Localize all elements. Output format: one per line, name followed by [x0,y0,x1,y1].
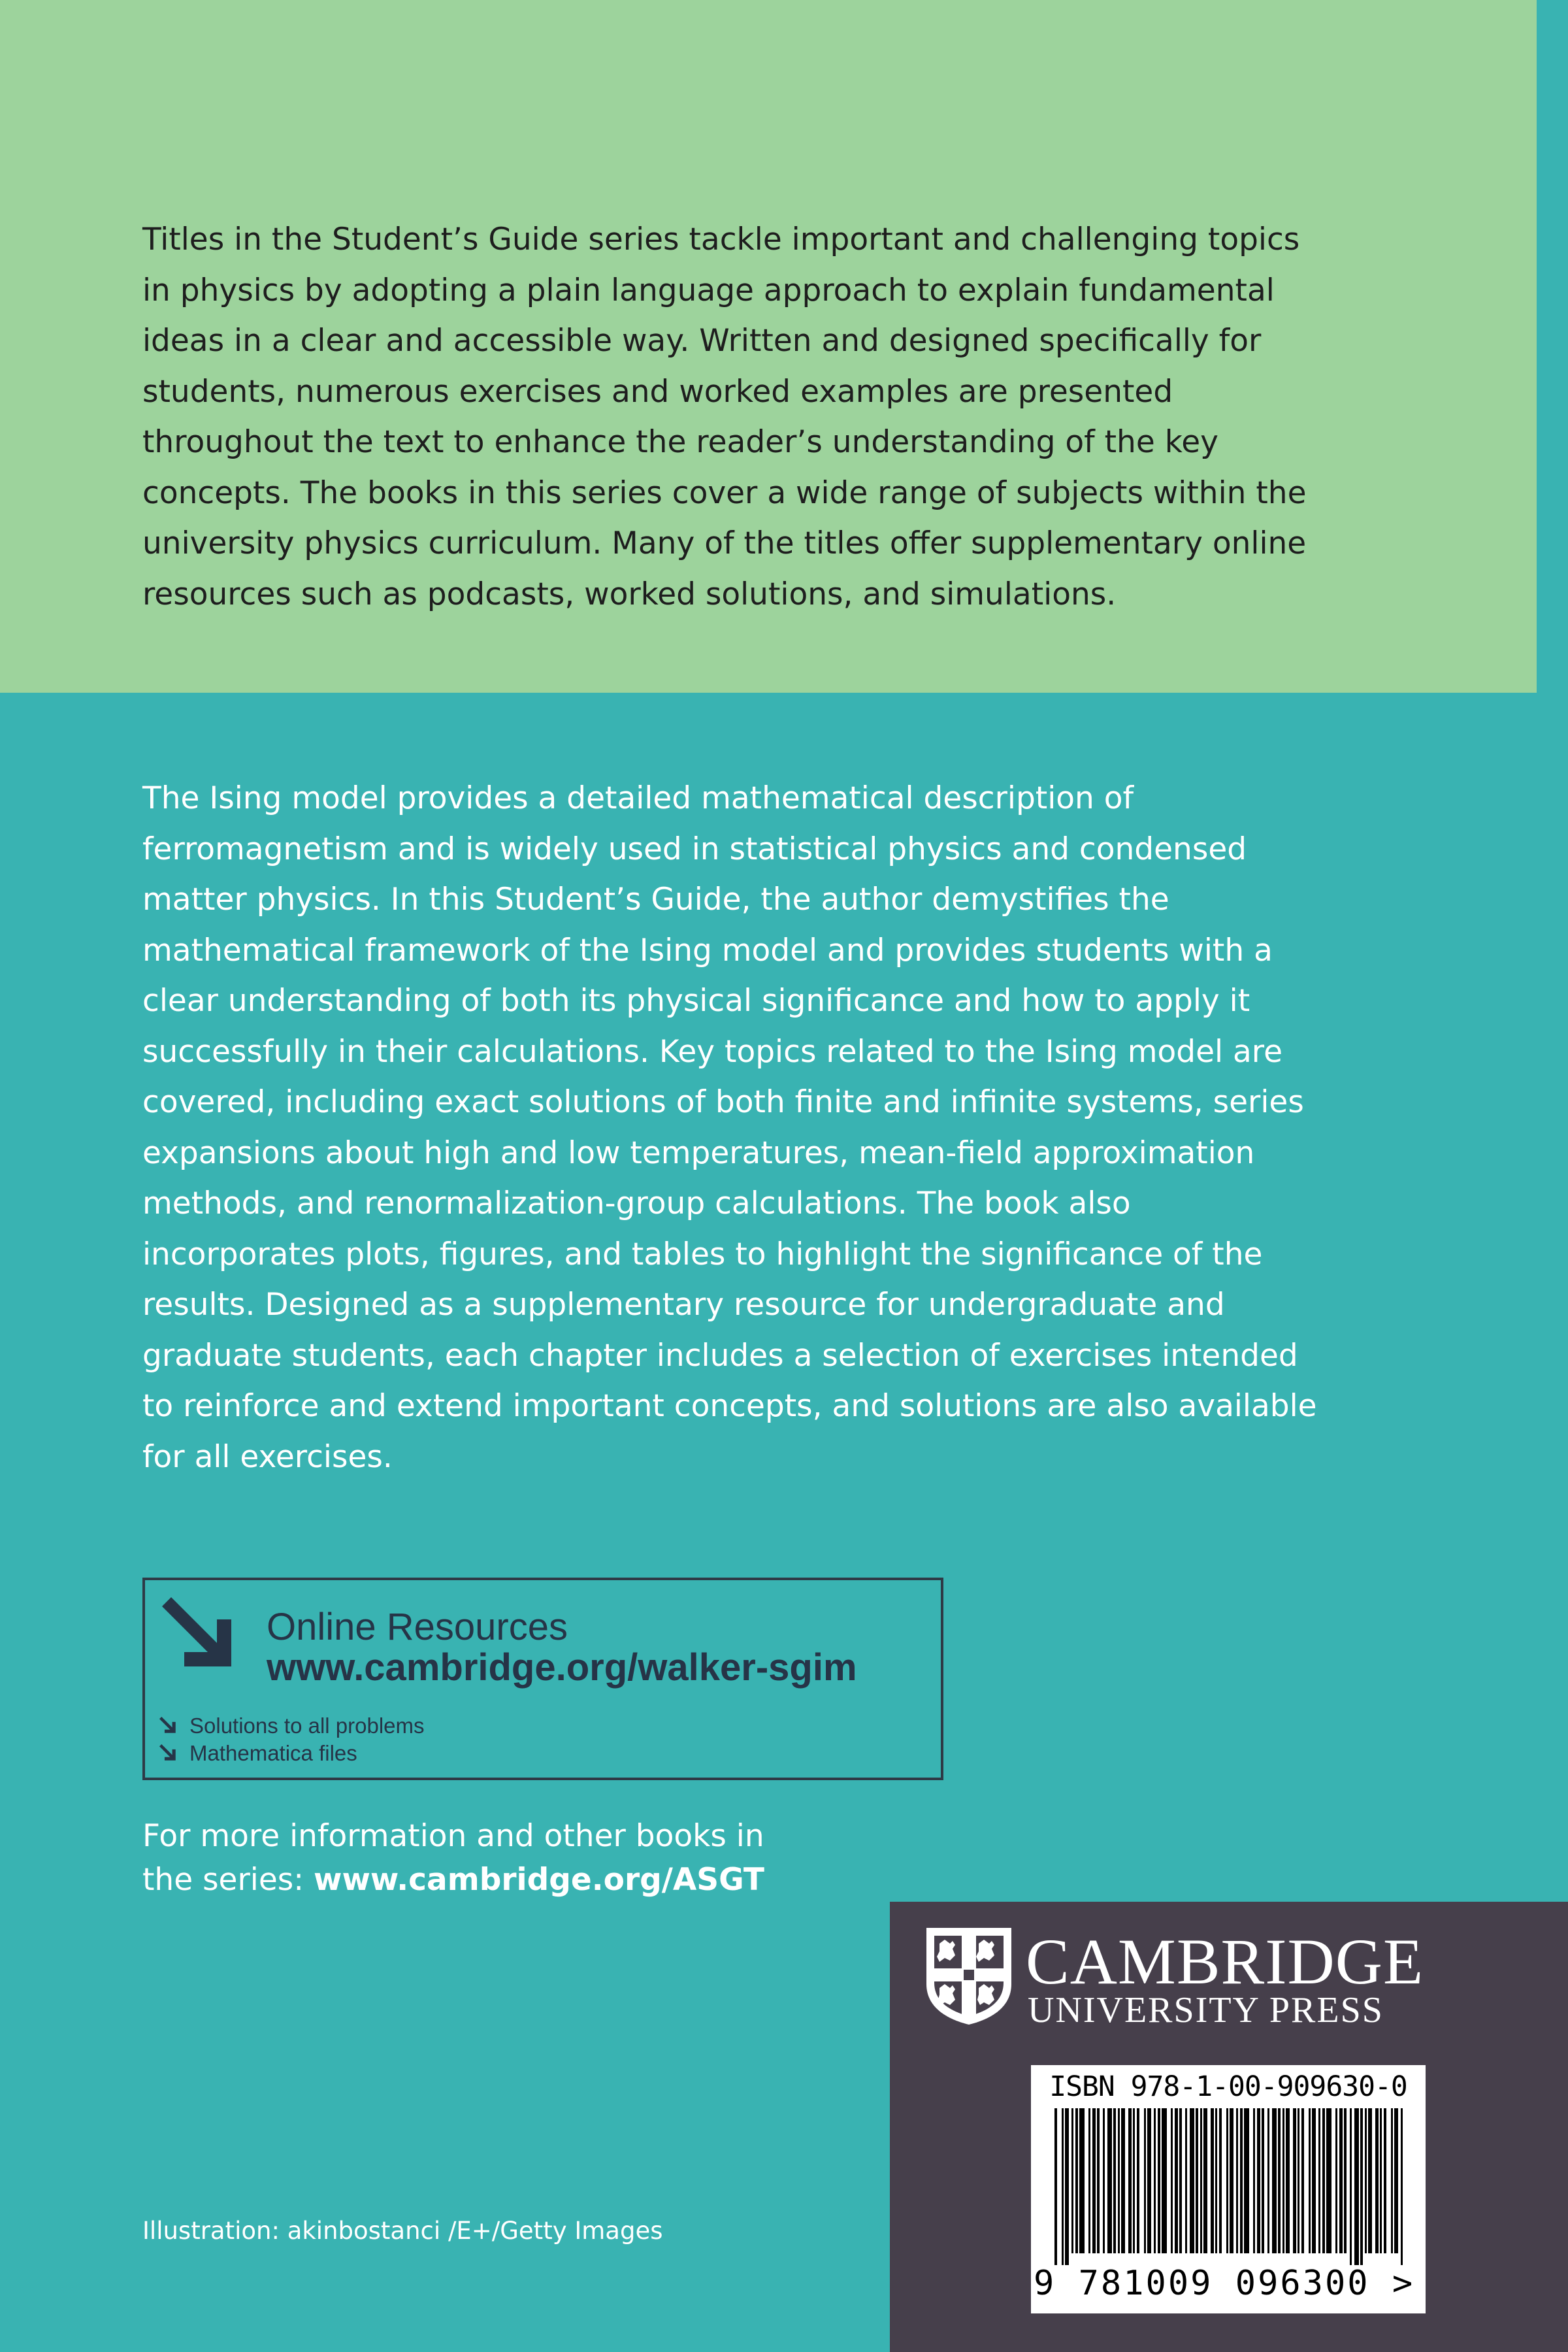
arrow-down-right-icon [159,1717,178,1735]
isbn-number: ISBN 978-1-00-909630-0 [1049,2070,1407,2103]
barcode-bar [1088,2108,1090,2253]
illustration-credit: Illustration: akinbostanci /E+/Getty Images [142,2217,663,2245]
list-item [159,1712,425,1740]
barcode-bar [1219,2108,1222,2253]
barcode-bar [1215,2108,1217,2253]
barcode-bar [1200,2108,1202,2253]
barcode-bar [1298,2108,1299,2253]
isbn-barcode [1031,2065,1426,2313]
more-info-label: For more information and other books in the series: [142,1818,764,1898]
barcode-bar [1113,2108,1116,2253]
barcode-bar [1354,2108,1359,2265]
barcode-digits: 9 781009 096300 > [1034,2264,1415,2303]
barcode-bar [1335,2108,1337,2253]
barcode-bar [1282,2108,1284,2253]
barcode-bar [1272,2108,1277,2253]
barcode-bar [1326,2108,1331,2253]
more-info-text [142,1814,796,1902]
barcode-bar [1103,2108,1105,2253]
list-item [159,1740,425,1767]
barcode-bar [1301,2108,1304,2253]
barcode-bar [1158,2108,1160,2253]
barcode-bar [1171,2108,1173,2253]
barcode-bar [1203,2108,1207,2253]
barcode-bar [1121,2108,1125,2253]
arrow-down-right-icon [159,1744,178,1763]
barcode-bar [1401,2108,1403,2265]
barcode-bar [1375,2108,1379,2253]
series-url[interactable]: www.cambridge.org/ASGT [314,1862,764,1898]
publisher-name: CAMBRIDGE [1026,1925,1424,1998]
barcode-bar [1368,2108,1372,2253]
barcode-bar [1262,2108,1264,2253]
barcode-bar [1144,2108,1146,2253]
barcode-bars [1051,2108,1410,2265]
online-resources-box [142,1578,943,1780]
barcode-bar [1062,2108,1064,2265]
barcode-bar [1286,2108,1290,2253]
barcode-bar [1179,2108,1182,2253]
barcode-bar [1162,2108,1167,2253]
barcode-bar [1360,2108,1363,2265]
book-description: The Ising model provides a detailed mathematical description of ferromagnetism and is widely used in statistical physics and condensed matter physics. In this Student’s Guide, the author demystifies the mathematical framework of the Ising model and provides students with a clear understanding of both its physical significance and how to apply it successfully in their calculations. Key topics related to the Ising model are covered, including exact solutions of both finite and infinite systems, series expansions about high and low temperatures, mean-field approximation methods, and renormalization-group calculations. The book also incorporates plots, figures, and tables to highlight the significance of the results. Designed as a supplementary resource for undergraduate and graduate students, each chapter includes a selection of exercises intended to reinforce and extend important concepts, and solutions are also available for all exercises. [142,780,1317,1475]
series-description: Titles in the Student’s Guide series tackle important and challenging topics in physics by adopting a plain language approach to explain fundamental ideas in a clear and accessible way. Written and designed specifically for students, numerous exercises and worked examples are presented throughout the text to enhance the reader’s understanding of the key concepts. The books in this series cover a wide range of subjects within the university physics curriculum. Many of the titles offer supplementary online resources such as podcasts, worked solutions, and simulations. [142,222,1307,612]
barcode-bar [1133,2108,1135,2253]
barcode-bar [1244,2108,1249,2253]
barcode-bar [1196,2108,1198,2253]
barcode-bar [1079,2108,1085,2253]
barcode-bar [1137,2108,1139,2253]
barcode-bar [1240,2108,1243,2253]
resource-item-label: Mathematica files [189,1741,357,1765]
barcode-bar [1226,2108,1228,2253]
barcode-bar [1092,2108,1096,2253]
barcode-bar [1293,2108,1296,2253]
barcode-bar [1097,2108,1100,2253]
barcode-bar [1394,2108,1398,2253]
barcode-bar [1350,2108,1352,2265]
barcode-bar [1309,2108,1311,2253]
barcode-bar [1257,2108,1260,2253]
barcode-bar [1380,2108,1382,2253]
resources-list [159,1712,425,1767]
barcode-bar [1344,2108,1347,2253]
online-resources-title: Online Resources [267,1606,568,1648]
cover-edge-strip [1537,437,1568,693]
barcode-bar [1154,2108,1156,2253]
barcode-bar [1391,2108,1393,2253]
barcode-bar [1075,2108,1078,2253]
barcode-bar [1128,2108,1132,2253]
barcode-bar [1318,2108,1320,2253]
barcode-bar [1118,2108,1120,2253]
barcode-bar [1384,2108,1386,2253]
barcode-bar [1322,2108,1325,2253]
arrow-down-right-icon [162,1597,240,1676]
university-crest-icon [925,1927,1013,2026]
barcode-bar [1190,2108,1194,2253]
publisher-subname: UNIVERSITY PRESS [1028,1990,1384,2030]
barcode-bar [1147,2108,1151,2253]
barcode-bar [1107,2108,1112,2253]
barcode-bar [1365,2108,1367,2253]
barcode-bar [1278,2108,1281,2253]
barcode-bar [1339,2108,1343,2253]
barcode-bar [1185,2108,1187,2253]
barcode-bar [1253,2108,1255,2253]
publisher-panel [890,1902,1568,2352]
barcode-bar [1312,2108,1316,2253]
barcode-bar [1065,2108,1069,2265]
barcode-bar [1054,2108,1057,2265]
barcode-bar [1211,2108,1214,2253]
barcode-bar [1267,2108,1269,2253]
barcode-bar [1236,2108,1238,2253]
barcode-bar [1230,2108,1233,2253]
online-resources-url[interactable]: www.cambridge.org/walker-sgim [267,1646,857,1689]
barcode-bar [1175,2108,1178,2253]
resource-item-label: Solutions to all problems [189,1714,425,1738]
barcode-bar [1071,2108,1073,2253]
